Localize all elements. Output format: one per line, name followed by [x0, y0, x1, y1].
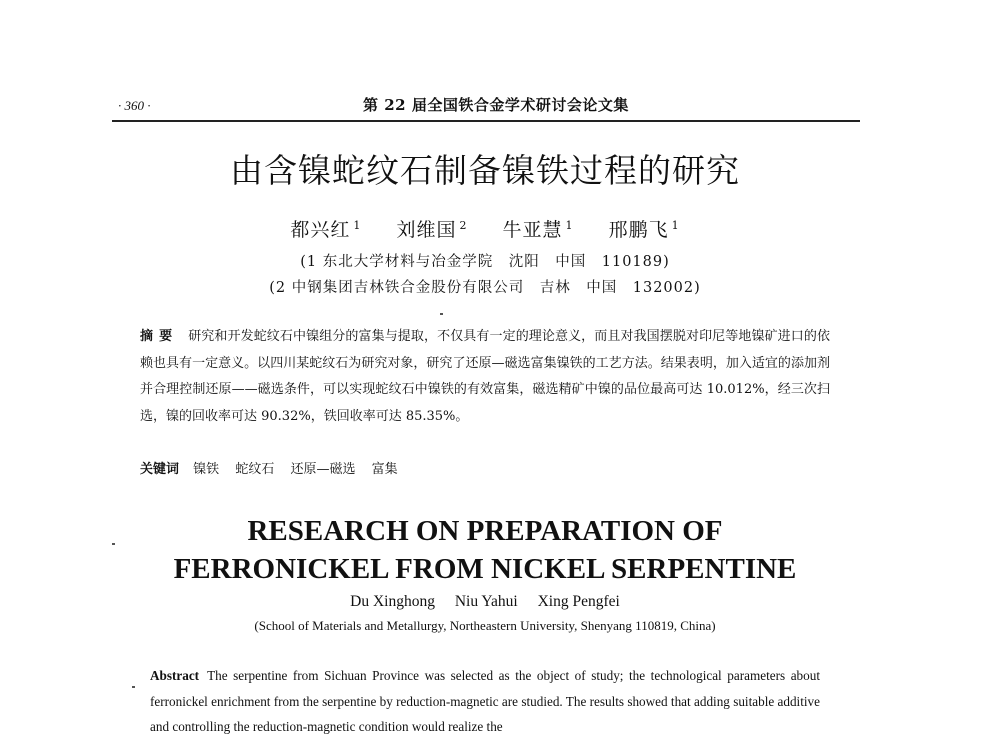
- affiliation-mark: 1: [565, 218, 574, 232]
- header-rule: [112, 120, 860, 122]
- keyword: 镍铁: [193, 462, 220, 477]
- chinese-author: 邢鹏飞 $^1$: [608, 218, 680, 241]
- chinese-affiliation-2: (2 中钢集团吉林铁合金股份有限公司 吉林 中国 132002): [269, 280, 701, 296]
- english-abstract-text: The serpentine from Sichuan Province was selected as the object of study; the technological parameters about ferronickel enrichment from the serpentine by reduction-magnetic are studied. The results showed that adding suitable additive and controlling the reduction-magnetic condition would realize the: [150, 668, 820, 734]
- page-number: · 360 ·: [118, 98, 151, 113]
- keyword: 富集: [371, 462, 398, 477]
- affiliation-mark: 1: [353, 218, 362, 232]
- english-abstract-label: Abstract: [150, 668, 200, 683]
- journal-title: 第 22 届全国铁合金学术研讨会论文集: [363, 96, 629, 114]
- scan-speck: [440, 313, 443, 315]
- chinese-author: 牛亚慧 $^1$: [502, 218, 574, 241]
- chinese-author: 都兴红 $^1$: [290, 218, 362, 241]
- english-authors: [0, 593, 970, 611]
- english-title-line-1: RESEARCH ON PREPARATION OF: [247, 515, 723, 547]
- english-author: Xing Pengfei: [537, 593, 620, 610]
- chinese-affiliation-1: (1 东北大学材料与冶金学院 沈阳 中国 110189): [300, 254, 670, 270]
- chinese-keywords-label: 关键词: [140, 462, 180, 477]
- chinese-author: 刘维国 $^2$: [396, 218, 468, 241]
- chinese-authors: [0, 215, 970, 242]
- english-abstract: [150, 663, 820, 740]
- chinese-abstract-text: 研究和开发蛇纹石中镍组分的富集与提取，不仅具有一定的理论意义，而且对我国摆脱对印尼等地镍矿进口的依赖也具有一定意义。以四川某蛇纹石为研究对象，研究了还原—磁选富集镍铁的工艺方法。结果表明，加入适宜的添加剂并合理控制还原——磁选条件，可以实现蛇纹石中镍铁的有效富集，磁选精矿中镍的品位最高可达 10.012%，经三次扫选，镍的回收率可达 90.32%，铁回收率可达 85.35%。: [140, 329, 830, 424]
- chinese-keywords: [140, 458, 830, 477]
- chinese-abstract: [140, 324, 830, 430]
- chinese-title: 由含镍蛇纹石制备镍铁过程的研究: [230, 151, 740, 190]
- scan-speck: [132, 686, 135, 688]
- english-affiliation: (School of Materials and Metallurgy, Northeastern University, Shenyang 110819, China): [254, 618, 716, 633]
- running-header: [118, 94, 858, 116]
- english-author: Du Xinghong: [350, 593, 435, 610]
- english-title-line-2: FERRONICKEL FROM NICKEL SERPENTINE: [173, 553, 797, 585]
- scan-speck: [112, 543, 115, 545]
- affiliation-mark: 1: [671, 218, 680, 232]
- affiliation-mark: 2: [459, 218, 468, 232]
- keyword: 还原—磁选: [290, 462, 356, 477]
- english-author: Niu Yahui: [454, 593, 518, 610]
- chinese-abstract-label: 摘要: [140, 329, 179, 344]
- keyword: 蛇纹石: [235, 462, 275, 477]
